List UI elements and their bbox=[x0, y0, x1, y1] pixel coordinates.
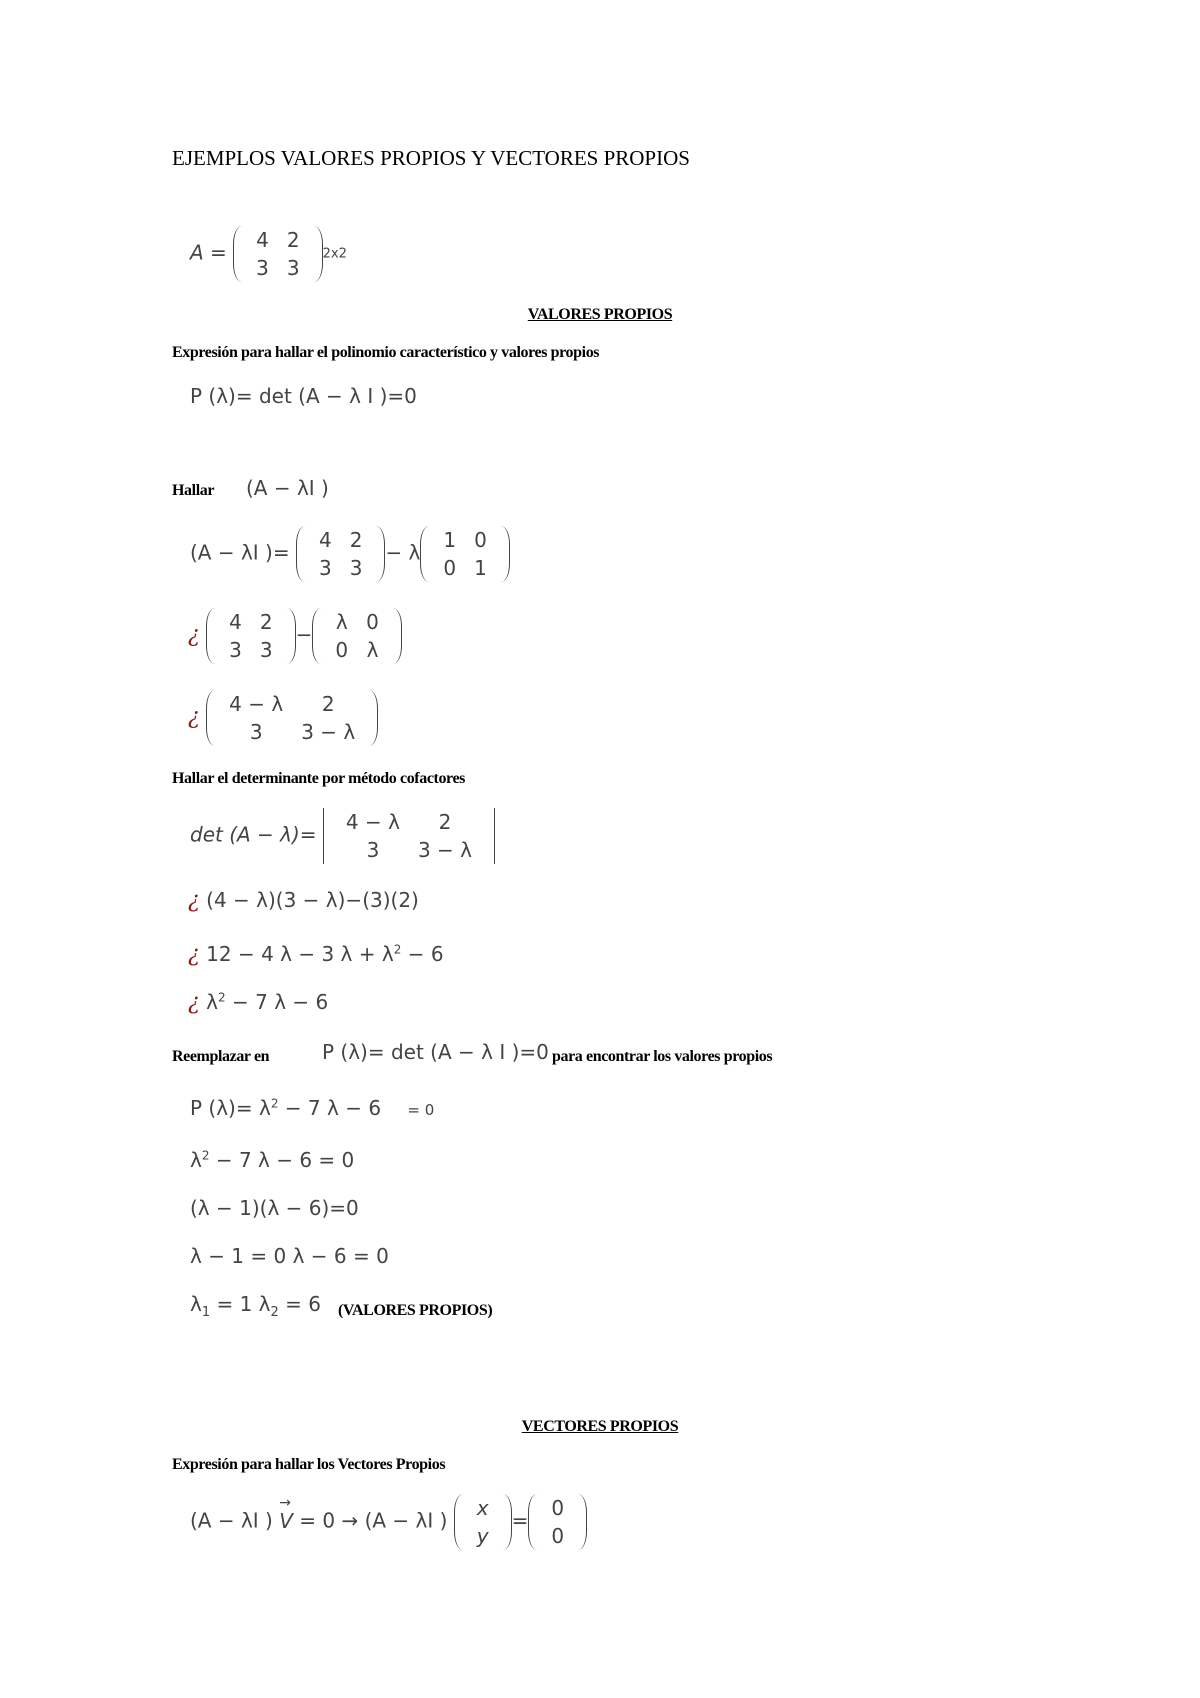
eq-substitution-3 bbox=[188, 690, 378, 746]
eq-p1-b: − 7 λ − 6 bbox=[284, 1096, 382, 1120]
eq-p5-l: λ bbox=[190, 1292, 202, 1316]
cell: 2 bbox=[321, 692, 335, 716]
eq-p5-m: = 1 λ bbox=[216, 1292, 271, 1316]
eq-step-1 bbox=[188, 888, 419, 913]
cell: λ bbox=[335, 610, 348, 634]
label-valores-result: (VALORES PROPIOS) bbox=[338, 1302, 493, 1319]
cell: 3 bbox=[349, 556, 363, 580]
eq-step-3-a: λ bbox=[206, 990, 218, 1014]
eq-step-2-b: − 6 bbox=[407, 942, 444, 966]
cell: 1 bbox=[443, 528, 457, 552]
glyph: ¿ bbox=[188, 888, 200, 913]
eq-vec-b: = 0 → (A − λI ) bbox=[299, 1508, 448, 1533]
label-vectores: Expresión para hallar los Vectores Propios bbox=[172, 1456, 446, 1473]
subscript: 1 bbox=[201, 1305, 211, 1320]
glyph: ¿ bbox=[188, 990, 200, 1015]
cell: 3 bbox=[229, 638, 242, 662]
superscript: 2 bbox=[218, 990, 226, 1005]
label-expresion-polinomio: Expresión para hallar el polinomio característico y valores propios bbox=[172, 344, 600, 361]
eq-p4: λ − 1 = 0 λ − 6 = 0 bbox=[190, 1244, 389, 1268]
superscript: 2 bbox=[201, 1148, 210, 1163]
cell: λ bbox=[366, 638, 379, 662]
eq-poly: P (λ)= det (A − λ I )=0 bbox=[190, 384, 417, 408]
subscript: 2 bbox=[270, 1305, 279, 1320]
cell: 3 − λ bbox=[301, 720, 356, 744]
eq-sub2-op: − bbox=[295, 622, 313, 647]
cell: 2 bbox=[349, 528, 363, 552]
cell: 0 bbox=[551, 1496, 565, 1520]
eq-p3: (λ − 1)(λ − 6)=0 bbox=[190, 1196, 359, 1220]
cell: 0 bbox=[335, 638, 349, 662]
eq-vec-v: V bbox=[279, 1508, 293, 1533]
eq-p1 bbox=[190, 1096, 434, 1120]
eq-step-3-b: − 7 λ − 6 bbox=[232, 990, 329, 1014]
glyph: ¿ bbox=[188, 622, 200, 648]
glyph: ¿ bbox=[188, 704, 200, 730]
eq-reemplazar: P (λ)= det (A − λ I )=0 bbox=[322, 1040, 549, 1064]
label-reemplazar-b: para encontrar los valores propios bbox=[552, 1048, 773, 1065]
cell: 3 bbox=[249, 720, 263, 744]
cell: 3 bbox=[286, 256, 300, 280]
eq-vectores bbox=[190, 1494, 587, 1550]
eq-p5-r: = 6 bbox=[285, 1292, 322, 1316]
matrix-a-dim: 2x2 bbox=[322, 246, 347, 262]
eq-hallar: (A − λI ) bbox=[246, 476, 329, 500]
eq-step-3 bbox=[188, 990, 328, 1015]
eq-p5 bbox=[190, 1292, 321, 1320]
cell: 2 bbox=[259, 610, 273, 634]
eq-substitution bbox=[190, 526, 510, 582]
eq-vec-eq: = bbox=[511, 1508, 529, 1533]
cell: 4 bbox=[318, 528, 332, 552]
superscript: 2 bbox=[270, 1096, 279, 1111]
cell: 2 bbox=[286, 228, 300, 252]
label-reemplazar: Reemplazar en bbox=[172, 1048, 270, 1065]
eq-step-1-text: (4 − λ)(3 − λ)−(3)(2) bbox=[206, 888, 419, 912]
eq-p1-a: P (λ)= λ bbox=[190, 1096, 271, 1120]
cell: 2 bbox=[438, 810, 452, 834]
cell: 0 bbox=[443, 556, 457, 580]
label-determinante: Hallar el determinante por método cofactores bbox=[172, 770, 465, 787]
eq-sub-lhs: (A − λI )= bbox=[190, 540, 290, 565]
eq-step-2-a: 12 − 4 λ − 3 λ + λ bbox=[206, 942, 394, 966]
eq-p1-c: = 0 bbox=[407, 1101, 435, 1119]
glyph: ¿ bbox=[188, 942, 200, 967]
eq-p2-a: λ bbox=[190, 1148, 202, 1172]
matrix-a-lhs: A = bbox=[190, 240, 227, 265]
eq-determinant bbox=[190, 808, 495, 864]
page-title: EJEMPLOS VALORES PROPIOS Y VECTORES PROPIOS bbox=[172, 146, 690, 170]
eq-det-lhs: det (A − λ)= bbox=[190, 822, 317, 847]
cell: 4 − λ bbox=[229, 692, 284, 716]
cell: 0 bbox=[551, 1524, 565, 1548]
cell: x bbox=[476, 1496, 489, 1520]
cell: 0 bbox=[366, 610, 379, 634]
eq-step-2 bbox=[188, 942, 444, 967]
cell: 4 bbox=[256, 228, 269, 252]
label-hallar: Hallar bbox=[172, 482, 215, 499]
superscript: 2 bbox=[393, 942, 402, 957]
cell: 3 − λ bbox=[417, 838, 473, 862]
cell: 3 bbox=[256, 256, 269, 280]
cell: 3 bbox=[318, 556, 332, 580]
vector-arrow-icon: → bbox=[279, 1494, 291, 1511]
eq-vec-a: (A − λI ) bbox=[190, 1508, 273, 1533]
cell: 3 bbox=[366, 838, 380, 862]
eq-p2 bbox=[190, 1148, 354, 1172]
section-valores-propios: VALORES PROPIOS bbox=[527, 306, 673, 323]
section-vectores-propios: VECTORES PROPIOS bbox=[521, 1418, 679, 1435]
cell: 4 − λ bbox=[345, 810, 400, 834]
cell: 3 bbox=[259, 638, 273, 662]
cell: 1 bbox=[474, 556, 487, 580]
eq-substitution-2 bbox=[188, 608, 402, 664]
matrix-a bbox=[190, 226, 347, 282]
cell: 0 bbox=[474, 528, 487, 552]
eq-sub-op: − λ bbox=[385, 540, 421, 565]
eq-p2-b: − 7 λ − 6 = 0 bbox=[215, 1148, 355, 1172]
cell: 4 bbox=[229, 610, 242, 634]
cell: y bbox=[476, 1524, 489, 1548]
